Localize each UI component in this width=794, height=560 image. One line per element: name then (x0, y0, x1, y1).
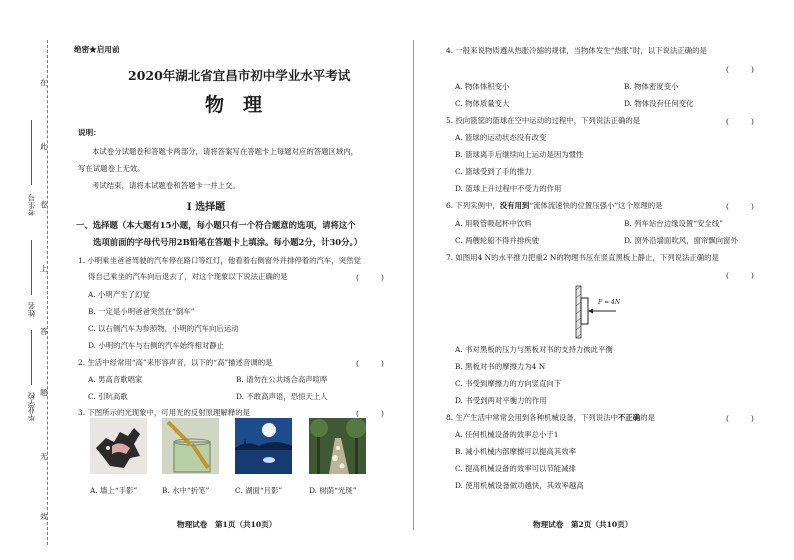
answer-parens: ( ) (726, 271, 754, 280)
option: B. 请勿在公共场合高声喧哗 (236, 375, 328, 384)
option: C. 物体质量变大 (455, 99, 510, 108)
page-divider (413, 40, 414, 530)
stem-emphasis: 不正确 (618, 413, 641, 422)
option: C. 提高机械设备的效率可以节能减排 (455, 464, 576, 473)
option: A. 墙上“手影” (90, 486, 138, 495)
option: B. 水中“折笔” (162, 486, 210, 495)
exam-number-label: 考生号 (27, 194, 36, 217)
binding-char: 在 (40, 78, 48, 87)
question-8-stem (446, 413, 655, 422)
name-line (31, 240, 32, 295)
section-heading: Ⅰ 选择题 (187, 202, 226, 213)
stem-emphasis: 没有用到 (499, 201, 530, 210)
option: D. 不敢高声语，恐惊天上人 (236, 392, 328, 401)
section-intro: 一、选择题（本大题有15小题，每小题只有一个符合题意的选项，请将这个 (76, 220, 356, 230)
binding-char: 题 (40, 388, 48, 397)
option: B. 减小机械内部摩擦可以提高其效率 (455, 447, 576, 456)
question-4-stem: 4. 一般来说物质遵从热胀冷缩的规律，当物体发生“热胀”时，以下说法正确的是 (446, 46, 707, 55)
option: D. 书受到两对平衡力的作用 (455, 396, 547, 405)
option: A. 书对黑板的压力与黑板对书的支持力彼此平衡 (455, 345, 613, 354)
question-7-stem: 7. 如图用4 N的水平推力把重2 N的物理书压在竖直黑板上静止，下列说法正确的是 (446, 253, 719, 262)
binding-char: 此 (40, 142, 48, 151)
option: C. 两艘轮船不得并排疾驶 (455, 236, 539, 245)
secret-mark: 绝密★启用前 (74, 45, 120, 54)
hand-shadow-image (90, 418, 147, 474)
option: B. 篮球离手后继续向上运动是因为惯性 (455, 150, 584, 159)
option: D. 窗外沿墙面吹风，窗帘飘向窗外 (624, 236, 738, 245)
option: A. 任何机械设备的效率总小于1 (455, 430, 559, 439)
tree-light-spot-image (309, 418, 366, 474)
answer-parens: ( ) (356, 359, 384, 368)
exam-title: 2020年湖北省宜昌市初中学业水平考试 (128, 68, 351, 83)
binding-char: 效 (40, 512, 48, 521)
option: B. 列车站台边缘设置“安全线” (624, 219, 723, 228)
notes-line: 本试卷分试题卷和答题卡两部分，请将答案写在答题卡上每题对应的答题区域内， (92, 147, 359, 156)
refracted-pencil-image (162, 418, 219, 474)
binding-char: 卷 (40, 200, 48, 209)
question-1-stem: 得自己乘坐的汽车向后退去了，对这个现象以下说法正确的是 (88, 272, 288, 281)
option: D. 物体没有任何变化 (624, 99, 694, 108)
option: D. 小明的汽车与右侧的汽车始终相对静止 (88, 341, 225, 350)
lake-moon-image (235, 418, 292, 474)
subject-title: 物 理 (205, 94, 263, 116)
notes-line: 考试结束，请将本试题卷和答题卡一并上交。 (92, 181, 240, 190)
answer-parens: ( ) (726, 414, 754, 423)
answer-parens: ( ) (726, 117, 754, 126)
option: B. 黑板对书的摩擦力为4 N (455, 362, 546, 371)
question-3-stem: 3. 下图所示的光现象中，可用光的反射原理解释的是 (78, 408, 250, 417)
answer-parens: ( ) (356, 273, 384, 282)
option: D. 树荫“光斑” (309, 486, 357, 495)
binding-char: 上 (40, 264, 48, 273)
option: A. 物体体积变小 (455, 82, 510, 91)
footer-left: 物理试卷 第1页（共10页） (177, 520, 277, 529)
option: A. 篮球的运动状态没有改变 (455, 133, 547, 142)
notes-line: 写在试题卷上无效。 (78, 164, 145, 173)
name-label: 姓名 (27, 302, 36, 317)
stem-text: 8. 生产生活中常常会用到各种机械设备，下列说法中 (446, 413, 618, 422)
option: C. 篮球受到了手的推力 (455, 167, 532, 176)
section-intro: 选项前面的字母代号用2B铅笔在答题卡上填涂。每小题2分，计30分。） (93, 237, 363, 247)
question-1-stem: 1. 小明乘坐爸爸驾驶的汽车停在路口等红灯，他看着右侧窗外并排停着的汽车，突然觉 (78, 256, 361, 265)
option: C. 以右侧汽车为参照物，小明的汽车向后运动 (88, 324, 239, 333)
binding-char: 答 (40, 327, 48, 336)
question-5-stem: 5. 投向篮筐的篮球在空中运动的过程中，下列说法正确的是 (446, 116, 641, 125)
question-2-stem: 2. 生活中经常用“高”来形容声音，以下的“高”描述音调的是 (78, 358, 273, 367)
option: D. 篮球上升过程中不受力的作用 (455, 184, 562, 193)
answer-parens: ( ) (356, 409, 384, 418)
force-diagram (570, 284, 630, 340)
question-6-stem (446, 201, 663, 210)
notes-heading: 说明： (78, 128, 101, 137)
binding-char: 无 (40, 452, 48, 461)
option: C. 湖面“月影” (235, 486, 283, 495)
answer-parens: ( ) (726, 65, 754, 74)
exam-number-line (31, 120, 32, 185)
option: C. 书受到摩擦力的方向竖直向下 (455, 379, 562, 388)
option: A. 用吸管吸起杯中饮料 (455, 219, 532, 228)
option: C. 引吭高歌 (88, 392, 128, 401)
stem-text: 的是 (640, 413, 655, 422)
option: B. 物体密度变小 (624, 82, 679, 91)
option: D. 使用机械设备做功越快，其效率越高 (455, 481, 584, 490)
stem-text: “流体流速快的位置压强小”这个原理的是 (529, 201, 663, 210)
school-label: 毕业学校 (27, 392, 36, 422)
footer-right: 物理试卷 第2页（共10页） (533, 520, 633, 529)
answer-parens: ( ) (726, 202, 754, 211)
school-line (31, 330, 32, 385)
option: A. 小明产生了幻觉 (88, 290, 150, 299)
stem-text: 6. 下列实例中， (446, 201, 500, 210)
option: A. 男高音歌唱家 (88, 375, 143, 384)
force-label: F = 4N (598, 299, 621, 306)
option: B. 一定是小明爸爸突然在“倒车” (88, 307, 195, 316)
binding-dashed-line (47, 40, 48, 545)
